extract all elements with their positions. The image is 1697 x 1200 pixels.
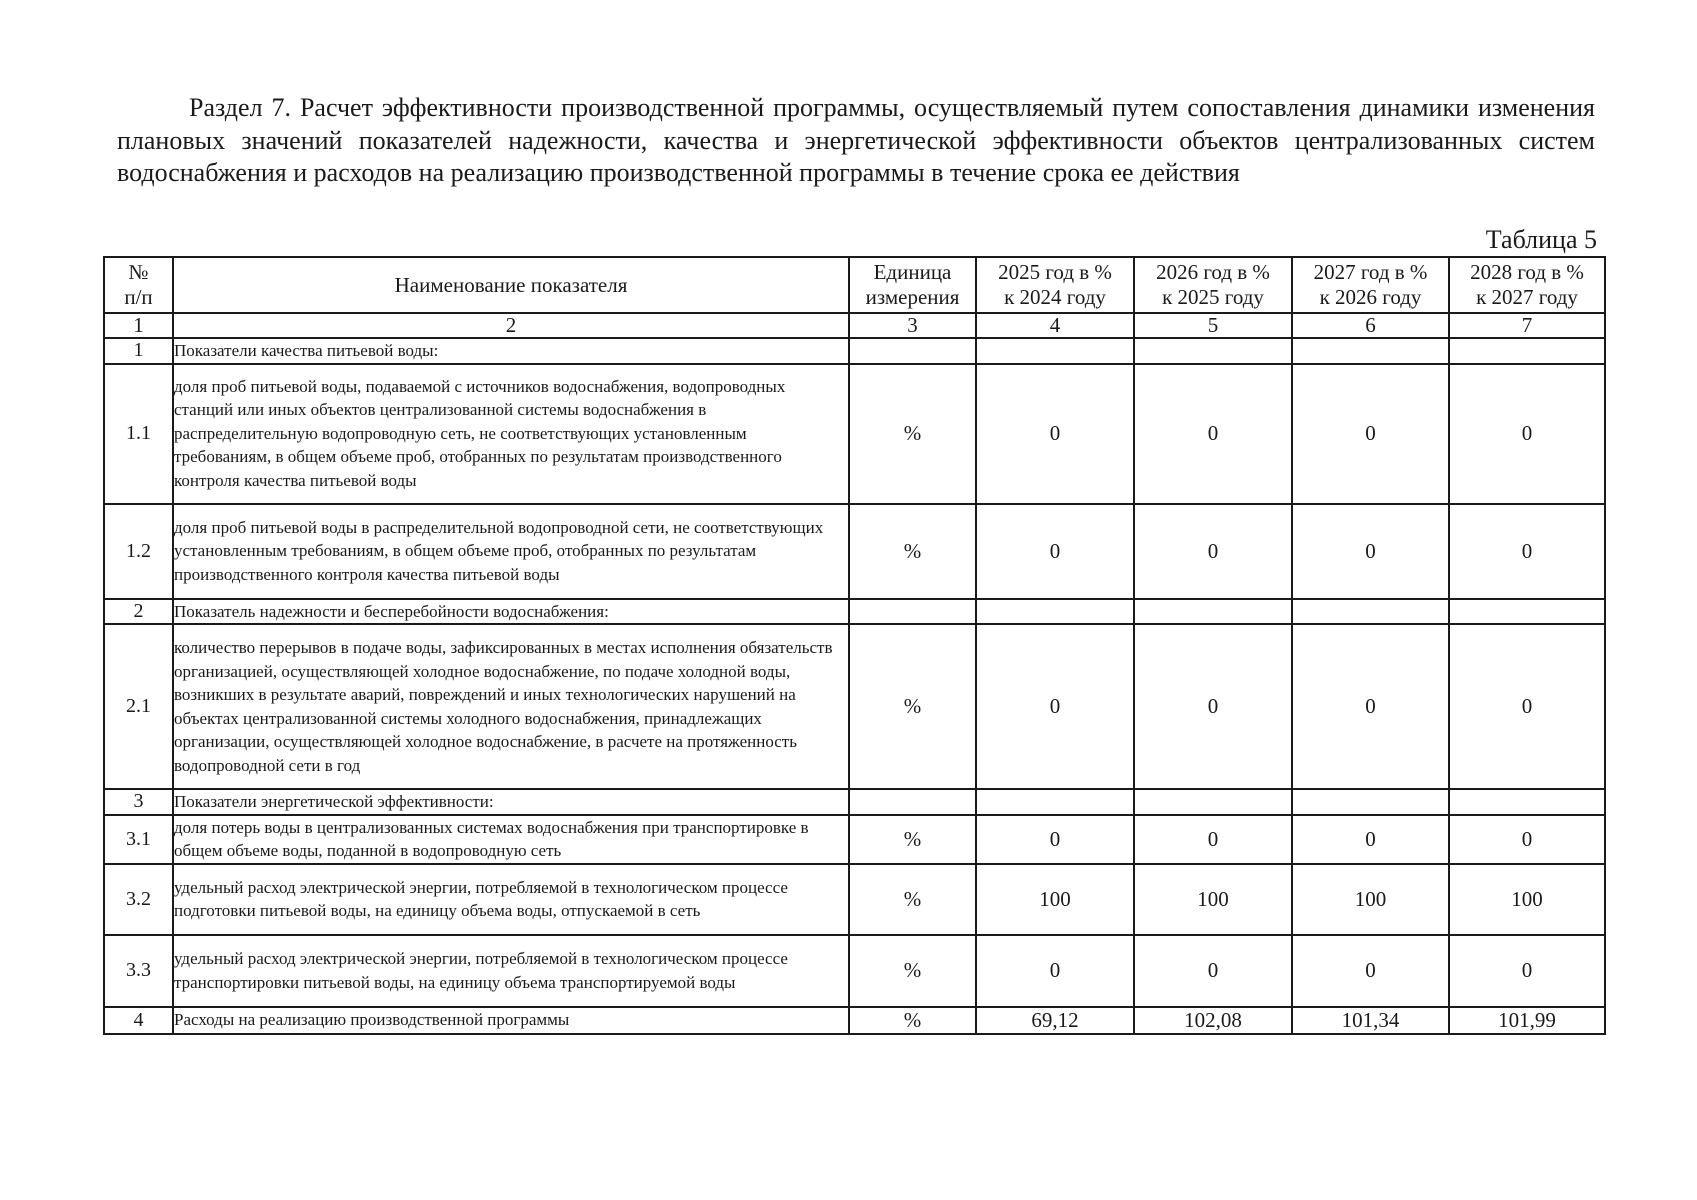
value-2026: 0 xyxy=(1134,364,1292,504)
indicator-name: Расходы на реализацию производственной программы xyxy=(173,1007,849,1034)
unit-cell: % xyxy=(849,364,976,504)
section-heading: Раздел 7. Расчет эффективности производственной программы, осуществляемый путем сопоставления динамики изменения плановых значений показателей надежности, качества и энергетической эффективности объектов централизованных систем водоснабжения и расходов на реализацию производственной программы в течение срока ее действия xyxy=(117,93,1595,187)
value-2028 xyxy=(1449,338,1605,364)
indicator-name: доля проб питьевой воды в распределительной водопроводной сети, не соответствующих установленным требованиям, в общем объеме проб, отобранных по результатам производственного контроля качества питьевой воды xyxy=(173,504,849,599)
header-2025-line2: к 2024 году xyxy=(1004,285,1106,309)
row-number: 2.1 xyxy=(104,624,173,789)
table-row xyxy=(104,624,1605,789)
indicator-name: Показатель надежности и бесперебойности водоснабжения: xyxy=(173,599,849,625)
value-2026 xyxy=(1134,789,1292,815)
header-2027 xyxy=(1292,257,1449,313)
value-2025: 69,12 xyxy=(976,1007,1134,1034)
value-2025 xyxy=(976,789,1134,815)
header-2025 xyxy=(976,257,1134,313)
value-2026: 0 xyxy=(1134,815,1292,864)
value-2025: 100 xyxy=(976,864,1134,935)
value-2025: 0 xyxy=(976,364,1134,504)
header-2028-line1: 2028 год в % xyxy=(1470,260,1584,284)
column-number: 4 xyxy=(976,313,1134,338)
column-number: 5 xyxy=(1134,313,1292,338)
indicator-name: Показатели качества питьевой воды: xyxy=(173,338,849,364)
row-number: 3.2 xyxy=(104,864,173,935)
unit-cell xyxy=(849,338,976,364)
header-2025-line1: 2025 год в % xyxy=(998,260,1112,284)
table-row xyxy=(104,815,1605,864)
indicator-name: удельный расход электрической энергии, потребляемой в технологическом процессе подготовки питьевой воды, на единицу объема воды, отпускаемой в сеть xyxy=(173,864,849,935)
value-2025: 0 xyxy=(976,935,1134,1007)
table-row xyxy=(104,935,1605,1007)
header-2028-line2: к 2027 году xyxy=(1476,285,1578,309)
row-number: 1.2 xyxy=(104,504,173,599)
header-no xyxy=(104,257,173,313)
table-row xyxy=(104,599,1605,625)
value-2026 xyxy=(1134,338,1292,364)
indicators-table xyxy=(103,256,1606,1035)
header-2026-line2: к 2025 году xyxy=(1162,285,1264,309)
value-2027: 0 xyxy=(1292,624,1449,789)
row-number: 4 xyxy=(104,1007,173,1034)
value-2027 xyxy=(1292,338,1449,364)
column-number: 3 xyxy=(849,313,976,338)
value-2028: 0 xyxy=(1449,504,1605,599)
value-2026: 0 xyxy=(1134,624,1292,789)
value-2025 xyxy=(976,338,1134,364)
table-row xyxy=(104,789,1605,815)
value-2027: 0 xyxy=(1292,504,1449,599)
value-2028: 101,99 xyxy=(1449,1007,1605,1034)
indicator-name: количество перерывов в подаче воды, зафиксированных в местах исполнения обязательств организацией, осуществляющей холодное водоснабжение, по подаче холодной воды, возникших в результате аварий, повреждений и иных технологических нарушений на объектах централизованной системы холодного водоснабжения, принадлежащих организации, осуществляющей холодное водоснабжение, в расчете на протяженность водопроводной сети в год xyxy=(173,624,849,789)
unit-cell xyxy=(849,599,976,625)
indicator-name: Показатели энергетической эффективности: xyxy=(173,789,849,815)
value-2025: 0 xyxy=(976,624,1134,789)
value-2025 xyxy=(976,599,1134,625)
row-number: 3.3 xyxy=(104,935,173,1007)
header-2028 xyxy=(1449,257,1605,313)
row-number: 1.1 xyxy=(104,364,173,504)
value-2028 xyxy=(1449,599,1605,625)
column-number-row xyxy=(104,313,1605,338)
value-2028: 0 xyxy=(1449,364,1605,504)
value-2028: 0 xyxy=(1449,624,1605,789)
header-2027-line2: к 2026 году xyxy=(1319,285,1422,309)
table-row xyxy=(104,504,1605,599)
value-2026: 100 xyxy=(1134,864,1292,935)
value-2025: 0 xyxy=(976,815,1134,864)
unit-cell: % xyxy=(849,624,976,789)
row-number: 3 xyxy=(104,789,173,815)
table-label: Таблица 5 xyxy=(1485,225,1597,254)
value-2028: 100 xyxy=(1449,864,1605,935)
column-number: 2 xyxy=(173,313,849,338)
value-2025: 0 xyxy=(976,504,1134,599)
row-number: 1 xyxy=(104,338,173,364)
header-unit-line2: измерения xyxy=(865,285,960,309)
header-unit-line1: Единица xyxy=(873,260,952,284)
value-2026: 102,08 xyxy=(1134,1007,1292,1034)
value-2027 xyxy=(1292,599,1449,625)
header-unit xyxy=(849,257,976,313)
table-row xyxy=(104,338,1605,364)
indicator-name: доля потерь воды в централизованных системах водоснабжения при транспортировке в общем объеме воды, поданной в водопроводную сеть xyxy=(173,815,849,864)
table-row xyxy=(104,864,1605,935)
value-2028 xyxy=(1449,789,1605,815)
value-2028: 0 xyxy=(1449,815,1605,864)
value-2027: 101,34 xyxy=(1292,1007,1449,1034)
value-2026: 0 xyxy=(1134,935,1292,1007)
value-2027: 0 xyxy=(1292,364,1449,504)
value-2026 xyxy=(1134,599,1292,625)
value-2027: 0 xyxy=(1292,935,1449,1007)
table-header-row xyxy=(104,257,1605,313)
value-2027: 100 xyxy=(1292,864,1449,935)
header-2026-line1: 2026 год в % xyxy=(1156,260,1270,284)
indicator-name: удельный расход электрической энергии, потребляемой в технологическом процессе транспортировки питьевой воды, на единицу объема транспортируемой воды xyxy=(173,935,849,1007)
indicator-name: доля проб питьевой воды, подаваемой с источников водоснабжения, водопроводных станций или иных объектов централизованной системы водоснабжения в распределительную водопроводную сеть, не соответствующих установленным требованиям, в общем объеме проб, отобранных по результатам производственного контроля качества питьевой воды xyxy=(173,364,849,504)
value-2026: 0 xyxy=(1134,504,1292,599)
header-2026 xyxy=(1134,257,1292,313)
header-name: Наименование показателя xyxy=(173,257,849,313)
header-no-line1: № xyxy=(128,260,149,284)
value-2028: 0 xyxy=(1449,935,1605,1007)
unit-cell: % xyxy=(849,935,976,1007)
column-number: 6 xyxy=(1292,313,1449,338)
row-number: 3.1 xyxy=(104,815,173,864)
header-no-line2: п/п xyxy=(124,285,153,309)
table-row xyxy=(104,364,1605,504)
header-2027-line1: 2027 год в % xyxy=(1313,260,1428,284)
row-number: 2 xyxy=(104,599,173,625)
unit-cell: % xyxy=(849,864,976,935)
unit-cell: % xyxy=(849,815,976,864)
column-number: 1 xyxy=(104,313,173,338)
unit-cell xyxy=(849,789,976,815)
column-number: 7 xyxy=(1449,313,1605,338)
table-row xyxy=(104,1007,1605,1034)
value-2027 xyxy=(1292,789,1449,815)
value-2027: 0 xyxy=(1292,815,1449,864)
unit-cell: % xyxy=(849,1007,976,1034)
unit-cell: % xyxy=(849,504,976,599)
